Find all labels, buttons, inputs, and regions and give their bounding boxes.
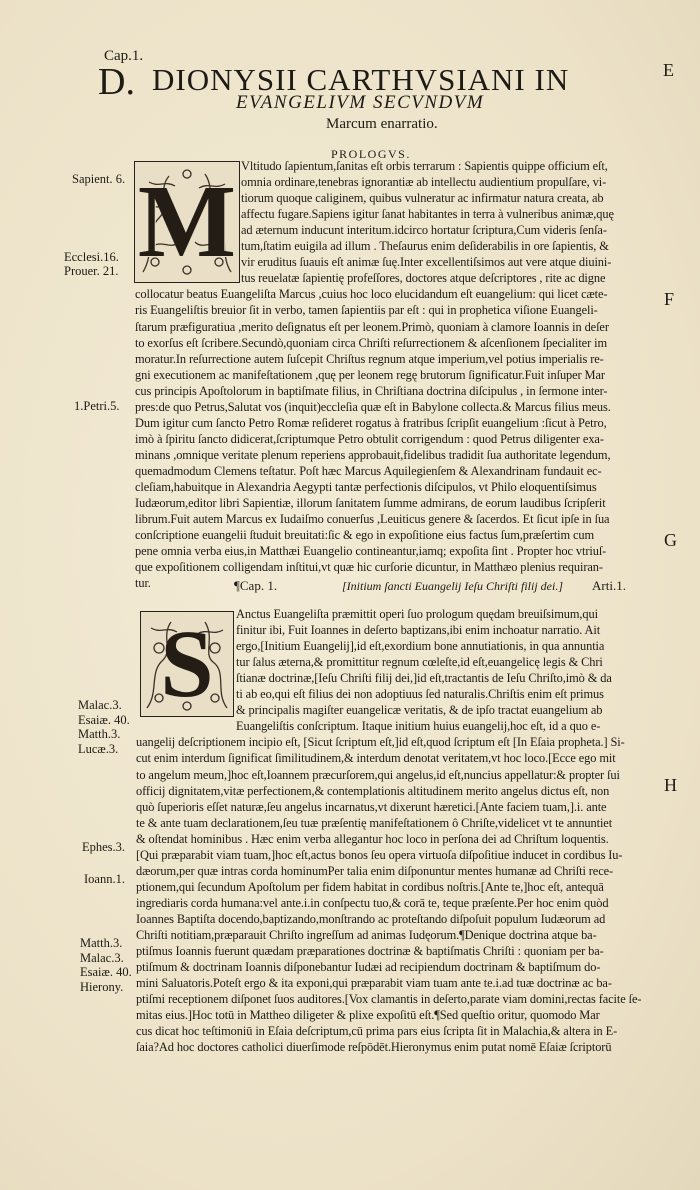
signature-mark-g: G [664, 530, 677, 550]
chapter-line: mini Saluatoris.Poteſt ergo & ita exponi,qui præparabit viam tuam ante te.i.ad tuæ doctrinæ ac ba- [136, 976, 612, 991]
prologue-line: imò à ſpiritu ſancto didicerat,ſcriptumque Petro obtulit corrigendum : quod Petrus diligenter exa- [135, 431, 604, 446]
title-line-2: EVANGELIVM SECVNDVM [236, 92, 485, 113]
chapter-line: ſtianæ doctrinæ,[Ieſu Chriſti filij dei,]id eſt,tractantis de Ieſu Chriſto,imò & da [236, 671, 612, 686]
margin-note-sapient: Sapient. 6. [72, 172, 126, 186]
margin-note-ephes: Ephes.3. [82, 840, 126, 854]
chapter-line: cus dicat hoc teſtimoniū in Eſaia deſcriptum,cū prima pars eius ſcripta ſit in Malachia,& altera in E- [136, 1024, 618, 1039]
chapter-line: ptiſmi receptionem diſponet ſuos auditores.[Vox clamantis in deſerto,parate viam domini,rectas facite ſe- [136, 992, 642, 1007]
prologue-line: affectu fugare.Sapiens igitur ſanat habitantes in terra à vulneribus animæ,quę [241, 207, 614, 222]
chapter-line: tur ſalus æterna,& promittitur regnum cœleſte,id eſt,euangelicę legis & Chri [236, 655, 603, 670]
chapter-line: ingrediaris corda humana:vel ante.i.in conſpectu tuo,& corā te, teque præſente.Per hoc enim quòd [136, 895, 609, 910]
margin-note-petri: 1.Petri.5. [74, 399, 120, 413]
signature-mark-e: E [663, 60, 674, 80]
margin-note-malac: Malac.3. [78, 698, 122, 712]
prologue-line: ſtarum præfiguratiua ,merito deſignatus eſt per leonem.Primò, quoniam à clamore Ioannis in deſer [135, 319, 609, 334]
margin-note-eccles: Ecclesi.16. [64, 250, 119, 264]
margin-note-esaiae-2: Esaiæ. 40. [80, 965, 132, 980]
chapter-label: ¶Cap. 1. [234, 578, 278, 593]
margin-note-lucae: Lucæ.3. [78, 741, 119, 756]
signature-mark-f: F [664, 289, 675, 309]
prologue-line: ris Euangeliſtis breuior ſit in verbo, tamen ſapientiis par eſt : qui in prophetica viſione Euangeli- [135, 303, 598, 318]
chapter-line: ti ab eo,qui eſt filius dei non adoptiuus ſed naturalis.Chriſtis enim eſt primus [236, 687, 604, 702]
margin-note-malac-2: Malac.3. [80, 950, 124, 965]
prologue-line: cus principis Apoſtolorum in baptiſmate filius, in Chriſtiana doctrina diſcipulus , in ſermone inter- [135, 383, 608, 398]
prologue-line: minans ,omnique veritate plenum reperiens approbauit,fidelibus tradidit ſua authoritate legendum, [135, 447, 611, 462]
chapter-line: ptionem,qui ſecundum Apoſtolum per fidem habitat in cordibus noſtris.[Ante te,]hoc eſt, antequā [136, 879, 604, 894]
prologue-line: Vltitudo ſapientum,ſanitas eſt orbis terrarum : Sapientis quippe officium eſt, [241, 159, 608, 173]
prologue-line: tur. [135, 576, 151, 591]
prologue-line: Dum igitur cum ſancto Petro Romæ reſideret rogatus à fratribus ſcripſit euangelium :ſicut à Petro, [135, 415, 607, 430]
prologue-line: que expoſitionem colligendam inſtitui,vt quæ hic curſorie dicuntur, in Matthæo plenius requiran- [135, 560, 603, 575]
chapter-line: & principalis magiſter euangelicæ veritatis, & de ipſo tractat euangelium ab [236, 703, 603, 718]
prologue-line: librum.Fuit autem Marcus ex Iudaiſmo conuerſus ,Leuiticus genere & ſacerdos. Et ſicut ipſe in ſua [135, 512, 610, 527]
chapter-line: & oſtendat hominibus . Hæc enim verba allegantur hoc loco in perſona dei ad Chriſtum loquentis. [136, 831, 609, 846]
margin-notes-group-2 [80, 936, 132, 994]
margin-note-prouer: Prouer. 21. [64, 264, 119, 278]
margin-note-hierony: Hierony. [80, 979, 124, 994]
margin-note-matth: Matth.3. [78, 727, 121, 742]
chapter-line: Euangeliſtis conſcriptum. Itaque initium huius euangelij,hoc eſt, id a quo e- [236, 719, 601, 734]
chapter-line: finitur ibi, Fuit Ioannes in deſerto baptizans,ibi enim inchoatur narratio. Ait [236, 623, 601, 638]
chapter-incipit-text: [Initium ſancti Euangelij Ieſu Chriſti filij dei.] [342, 579, 563, 593]
title-line-3: Marcum enarratio. [326, 116, 438, 132]
prologue-line: moratur.In reſurrectione autem ſuſcepit Chriſtus regnum atque imperium,vel potius imperialis re- [135, 351, 604, 366]
prologue-line: tus reuelatæ ſapientię profeſſores, doctores atque deſcriptores , rite ac digne [241, 271, 606, 286]
article-label: Arti.1. [592, 578, 626, 593]
margin-note-esaiae: Esaiæ. 40. [78, 712, 130, 727]
chapter-line: ergo,[Initium Euangelij],id eſt,exordium bone annutiationis, in qua annuntia [236, 639, 605, 654]
prologue-line: pene omnia verba eius,in Matthæi Euangelio contineantur,iamq; expoſita ſint . Propter hoc vtriuſ- [135, 544, 607, 559]
chapter-line: officij dignitatem,vitæ perfectionem,& contemplationis altitudinem merito angelus dictus eſt, non [136, 783, 610, 798]
decorated-initial-s [140, 611, 234, 717]
chapter-line: uangelij deſcriptionem incipio eſt, [Sicut ſcriptum eſt,]id eſt,quod ſcriptum eſt [In Eſaia propheta.] Si- [136, 735, 625, 750]
chapter-line: quò ſuperioris eſſet naturæ,ſeu angelus incarnatus,vt dixerunt hæretici.[Ante faciem tuam,].i. ante [136, 799, 607, 814]
prologue-line: vir eruditus ſuauis eſt animæ ſuę.Inter excellentiſsimos aut vere atque diuini- [241, 255, 612, 270]
title-line-1: DIONYSII CARTHVSIANI IN [152, 62, 570, 97]
chapter-line: Anctus Euangeliſta præmittit operi ſuo prologum quędam breuiſsimum,qui [236, 607, 598, 621]
chapter-running-head: Cap.1. [104, 48, 144, 64]
prologue-line: to exorſus eſt ſcribere.Secundò,quoniam circa Chriſti reſurrectionem & aſcenſionem ſpecialiter im [135, 335, 607, 350]
chapter-line: [Qui præparabit viam tuam,]hoc eſt,actus bonos ſeu opera virtuoſa diſpoſitiue inducet in cordibus Iu- [136, 847, 623, 862]
chapter-line: ptiſmum & doctrinam Ioannis diſponebantur Iudæi ad recipiendum doctrinam & baptiſmum do- [136, 960, 601, 975]
prologue-line: collocatur beatus Euangeliſta Marcus ,cuius hoc loco elucidandum eſt euangelium: qui licet cæte- [135, 287, 608, 302]
prologue-line: ad æternum inducunt interitum.idcirco hortatur ſcriptura,Cum videris ſenſa- [241, 223, 607, 238]
chapter-line: cut enim interdum ſignificat ſimilitudinem,& interdum denotat veritatem,vt hoc loco.[Ecce ego mit [136, 751, 616, 766]
decorated-initial-m [134, 161, 240, 283]
prologue-line: gni executionem ac manifeſtationem ,quę per leonem regę brutorum ſignificatur.Fuit inſuper Mar [135, 367, 605, 382]
prologue-line: conſcriptione euangelii ſtuduit breuitati:ſic & ego in expoſitione eius factus ſum,præſertim cum [135, 528, 595, 543]
margin-note-ioann: Ioann.1. [84, 872, 125, 886]
prologue-line: pres:de quo Petrus,Salutat vos (inquit)eccleſia quæ eſt in Babylone collecta.& Marcus filius meus. [135, 399, 611, 414]
chapter-line: te & ante tuam declarationem,ſeu tuæ præſentię manifeſtationem ô Chriſte,videlicet vt te annuntiet [136, 815, 613, 830]
chapter-line: Chriſti notitiam,præparauit Chriſto ingreſſum ad animas Iudęorum.¶Denique doctrina atque ba- [136, 928, 597, 942]
prologue-line: quemadmodum Clemens teſtatur. Poſt hæc Marcus Aquilegienſem & Alexandrinam fundauit ec- [135, 463, 602, 478]
prologue-heading: PROLOGVS. [331, 147, 411, 161]
title-initial-letter: D. [98, 61, 135, 103]
prologue-line: Iudæorum,editor libri Sapientiæ, illorum ſanitatem ſumme admirans, de eorum laudibus ſcripſerit [135, 496, 606, 511]
chapter-line: mitas eius.]Hoc totū in Mattheo diligeter & plixe expoſitū eſt.¶Sed queſtio oritur, quomodo Mar [136, 1008, 600, 1023]
prologue-line: omnia ordinare,tenebras ignorantiæ ab intellectu audientium propulſare, vi- [241, 175, 607, 190]
margin-notes-group-1 [78, 698, 130, 756]
prologue-line: cleſiam,habuitque in Alexandria Aegypti tantæ perfectionis diſcipulos, vt Philo eloquentiſsimus [135, 480, 597, 494]
margin-note-matth-2: Matth.3. [80, 936, 123, 950]
chapter-incipit [342, 578, 563, 594]
chapter-line: to angelum meum,]hoc eſt,Ioannem præcurſorem,qui angelus,id eſt,nuncius appellatur:& propter ſui [136, 767, 620, 782]
prologue-line: tiorum quoque caliginem, quibus vulneratur ac infirmatur natura creata, ab [241, 191, 604, 206]
prologue-line: tum,ſtatim euigila ad illum . Theſaurus enim deſiderabilis in ore ſapientis, & [241, 239, 609, 254]
signature-mark-h: H [664, 775, 677, 795]
chapter-line: ſaia?Ad hoc doctores catholici diuerſimode reſpōdēt.Hieronymus enim putat nomē Eſaiæ ſcriptorū [136, 1040, 612, 1055]
initial-letter-m: M [137, 164, 237, 279]
initial-letter-s: S [160, 611, 214, 717]
chapter-line: Ioannes Baptiſta docendo,baptizando,monſtrando ac proteſtando diſpoſuit populum Iudæorum ad [136, 911, 606, 926]
chapter-line: dæorum,per quæ intras corda hominumPer talia enim diſponuntur mentes humanæ ad Chriſti rece- [136, 863, 614, 878]
chapter-line: ptiſmus Ioannis fuerunt quædam præparationes doctrinæ & baptiſmatis Chriſti : quoniam per ba- [136, 944, 604, 959]
